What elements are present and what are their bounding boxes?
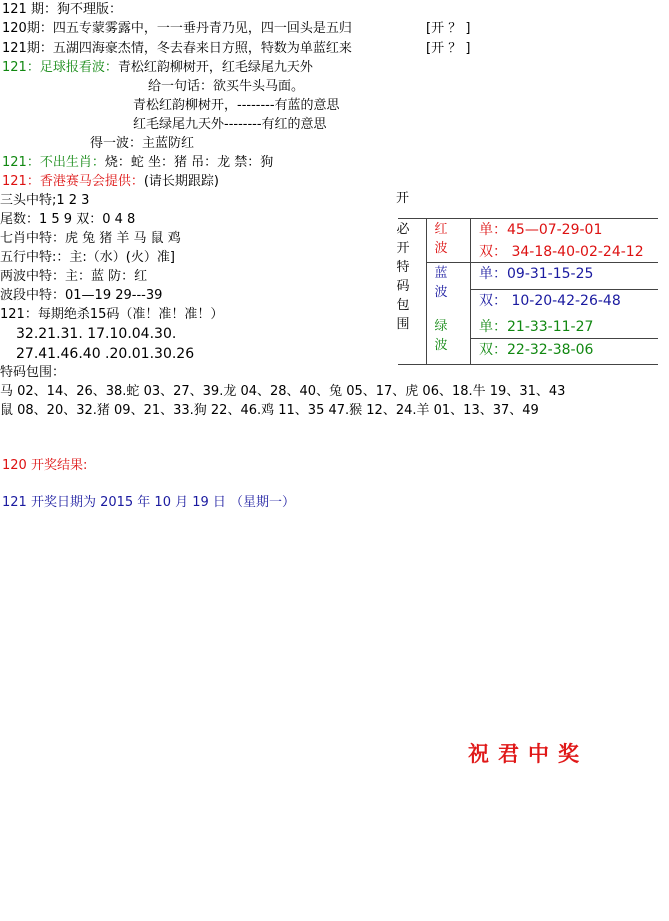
- pick-segment: 波段中特：01—19 29---39: [0, 288, 163, 303]
- pick-head: 三头中特;1 2 3: [0, 193, 90, 208]
- pick-15-row2: 27.41.46.40 .20.01.30.26: [16, 346, 195, 362]
- side-green-single: 单：21-33-11-27: [479, 319, 594, 335]
- zodiac-line: [2, 154, 273, 172]
- football-wave: 得一波：主蓝防红: [90, 136, 195, 151]
- congrats-text: 祝君中奖: [468, 741, 588, 766]
- side-vertical-label: 必开特码包围: [396, 222, 410, 332]
- side-open: 开: [396, 191, 410, 206]
- hk-prefix: 121：香港赛马会提供：: [2, 174, 144, 189]
- pack-row-1: 马 02、14、26、38.蛇 03、27、39.龙 04、28、40、兔 05、17、虎 06、18.牛 19、31、43: [0, 384, 566, 399]
- pick-tail: 尾数：1 5 9 双：0 4 8: [0, 212, 136, 227]
- football-prefix: 121：足球报看波：: [2, 60, 118, 75]
- pick-15: 121：每期绝杀15码（准！准！准！）: [0, 307, 224, 322]
- football-text: 青松红韵柳树开，红毛绿尾九天外: [117, 60, 313, 75]
- pick-seven: 七肖中特：虎 兔 猪 羊 马 鼠 鸡: [0, 231, 181, 246]
- line-120-open: [开 ？ ]: [426, 21, 471, 36]
- side-blue-double: 双： 10-20-42-26-48: [479, 293, 621, 309]
- line-120-poem: 120期：四五专蒙雾露中，一一垂丹青乃见，四一回头是五归: [2, 21, 352, 36]
- zodiac-prefix: 121：不出生肖：: [2, 155, 105, 170]
- side-green-wave-label: 绿波: [434, 319, 448, 353]
- pick-five: 五行中特:：主:（水）(火）准]: [0, 250, 175, 265]
- side-blue-single: 单：09-31-15-25: [479, 266, 594, 282]
- football-phrase: 给一句话：欲买牛头马面。: [148, 79, 305, 94]
- hk-line: [2, 173, 219, 191]
- line-121-open: [开 ？ ]: [426, 41, 471, 56]
- side-blue-wave-label: 蓝波: [434, 266, 448, 300]
- zodiac-text: 烧：蛇 坐：猪 吊：龙 禁：狗: [104, 155, 274, 170]
- side-green-double: 双：22-32-38-06: [479, 342, 594, 358]
- result-121-date: 121 开奖日期为 2015 年 10 月 19 日 （星期一）: [2, 495, 296, 510]
- side-red-double: 双： 34-18-40-02-24-12: [479, 244, 644, 260]
- football-expl-2: 红毛绿尾九天外--------有红的意思: [133, 117, 327, 132]
- line-121-poem: 121期：五湖四海豪杰情，冬去春来日方照，特数为单蓝红来: [2, 41, 352, 56]
- pack-row-2: 鼠 08、20、32.猪 09、21、33.狗 22、46.鸡 11、35 47.猴 12、24.羊 01、13、37、49: [0, 403, 539, 418]
- side-red-wave-label: 红波: [434, 222, 448, 256]
- hk-note: (请长期跟踪): [143, 174, 219, 189]
- pick-15-row1: 32.21.31. 17.10.04.30.: [16, 326, 177, 342]
- football-line: [2, 59, 313, 77]
- result-120: 120 开奖结果:: [2, 458, 88, 473]
- pick-wave: 两波中特：主：蓝 防：红: [0, 269, 148, 284]
- pack-title: 特码包围：: [0, 365, 66, 380]
- line-121-title: 121 期：狗不理版：: [2, 2, 122, 17]
- side-red-single: 单：45—07-29-01: [479, 222, 603, 238]
- football-expl-1: 青松红韵柳树开，--------有蓝的意思: [133, 98, 340, 113]
